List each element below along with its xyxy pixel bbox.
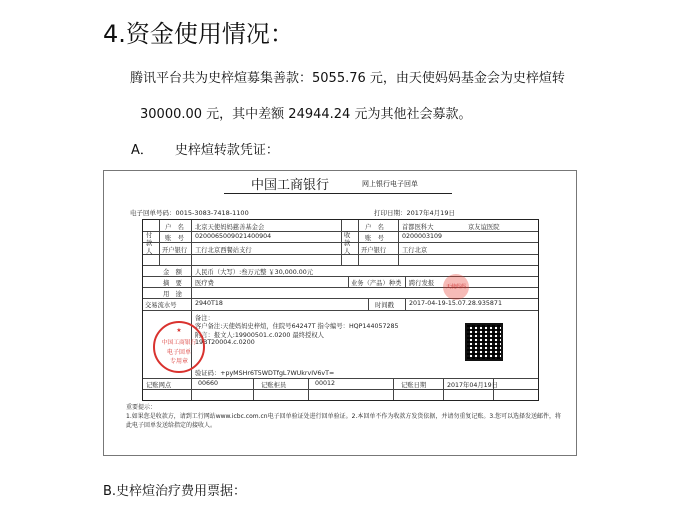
tips-body: 1.如果您是收款方，请到工行网站www.icbc.com.cn电子回单验证处进行回单验证。2.本回单不作为收款方发货依据，并请勿重复记账。3.您可以选择发送邮件，将此电子回单发送给指定的接收人。 <box>126 413 562 429</box>
serial-label: 交易流水号 <box>145 302 177 309</box>
stamp-line-1: 中国工商银行 <box>161 340 197 346</box>
timestamp-label: 时间戳 <box>375 302 394 309</box>
summary-value: 医疗费 <box>195 280 214 287</box>
section-heading: 4.资金使用情况： <box>103 20 294 48</box>
receipt-number: 电子回单号码：0015-3083-7418-1100 <box>130 209 249 217</box>
remark-line-1: 客户备注:天使妈妈史梓煊，住院号64247T 指令编号：HQP144057285 <box>195 323 399 330</box>
qr-code <box>465 323 503 361</box>
remark-label: 备注： <box>195 315 214 322</box>
bank-voucher-image <box>103 170 577 456</box>
stamp-star: ★ <box>176 327 182 334</box>
payee-label: 收款人 <box>344 232 351 255</box>
payee-name-label: 户 名 <box>365 224 384 231</box>
payer-account-label: 账 号 <box>165 235 184 242</box>
payee-bank-label: 开户银行 <box>361 247 387 254</box>
section-a-text: 史梓煊转款凭证： <box>174 143 279 158</box>
record-teller: 00012 <box>315 380 336 387</box>
charity-seal: 天使妈妈 <box>443 274 469 300</box>
payee-name-tail: 京友谊医院 <box>468 224 500 231</box>
record-teller-label: 记账柜员 <box>261 382 287 389</box>
payee-name: 首都医科大 <box>402 224 434 231</box>
record-date: 2017年04月19日 <box>447 382 498 389</box>
section-a-label: A． <box>131 143 153 158</box>
voucher-subtitle: 网上银行电子回单 <box>362 180 418 188</box>
business-type-value: 跨行发报 <box>409 280 435 287</box>
paragraph-line-2: 30000.00 元，其中差额 24944.24 元为其他社会募款。 <box>140 107 472 122</box>
payer-account: 0200065009021400904 <box>195 233 272 240</box>
payee-account-label: 账 号 <box>365 235 384 242</box>
voucher-table <box>142 219 539 401</box>
amount-value: 人民币（大写）:叁万元整 ￥30,000.00元 <box>195 269 314 276</box>
stamp-line-2: 电子回单 专用章 <box>166 349 191 365</box>
remark-line-2: 附言：报文人:19900501.c.0200 最终授权人 <box>195 332 324 339</box>
section-a-heading <box>131 139 279 158</box>
bank-stamp <box>153 321 205 373</box>
summary-label: 摘 要 <box>163 280 182 287</box>
payer-bank: 工行北京西餐站支行 <box>195 247 252 254</box>
bank-title: 中国工商银行 <box>251 178 330 193</box>
payee-account: 0200003109 <box>402 233 443 240</box>
payer-name-label: 户 名 <box>165 224 184 231</box>
payer-label: 付款人 <box>146 232 153 255</box>
paragraph-line-1: 腾讯平台共为史梓煊募集善款：5055.76 元，由天使妈妈基金会为史梓煊转 <box>130 71 565 86</box>
payer-bank-label: 开户银行 <box>162 247 188 254</box>
business-type-label: 业务（产品）种类 <box>351 280 402 287</box>
use-label: 用 途 <box>163 291 182 298</box>
serial-value: 2940T18 <box>195 300 223 307</box>
timestamp-value: 2017-04-19-15.07.28.935871 <box>409 300 502 307</box>
remark-line-3: 19BT20004.c.0200 <box>195 339 255 346</box>
important-tips <box>126 403 566 430</box>
tips-title: 重要提示： <box>126 404 157 411</box>
record-branch-label: 记账网点 <box>146 382 172 389</box>
verify-code: 验证码：+pyMSHr6T5WDTfgL7WUkrvIV6vT= <box>195 370 335 377</box>
payee-bank: 工行北京 <box>402 247 428 254</box>
title-underline <box>224 193 452 194</box>
print-date: 打印日期：2017年4月19日 <box>374 209 455 217</box>
section-b-heading: B.史梓煊治疗费用票据： <box>103 484 247 499</box>
record-branch: 00660 <box>198 380 219 387</box>
amount-label: 金 额 <box>163 269 182 276</box>
record-date-label: 记账日期 <box>401 382 427 389</box>
payer-name: 北京天使妈妈慈善基金会 <box>195 224 265 231</box>
